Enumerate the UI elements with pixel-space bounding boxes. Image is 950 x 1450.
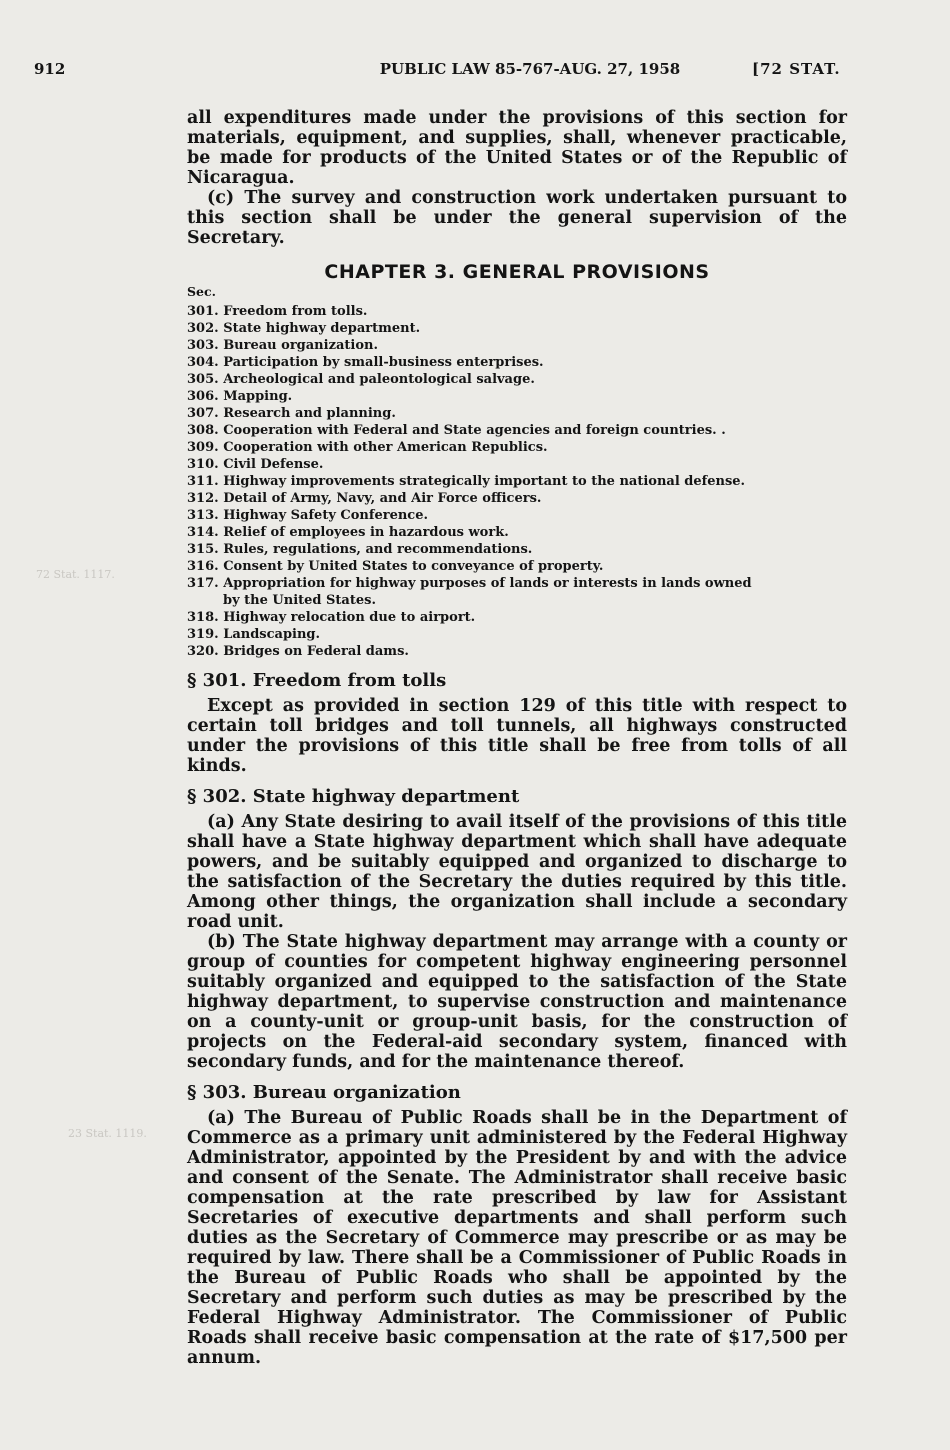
section-302-a: (a) Any State desiring to avail itself of the provisions of this title shall have a State highway department which shall have adequate powers, and be suitably equipped and organized to discharge to the satisfaction of the Secretary the duties required by this title. Among other things, the organization shall include a secondary road unit. [187,812,847,932]
toc-item: 313. Highway Safety Conference. [187,508,429,523]
section-303-a: (a) The Bureau of Public Roads shall be in the Department of Commerce as a primary unit administered by the Federal Highway Administrator, appointed by the President by and with the advice and consent of the Senate. The Administrator shall receive basic compensation at the rate prescribed by law for Assistant Secretaries of executive departments and shall perform such duties as the Secretary of Commerce may prescribe or as may be required by law. There shall be a Commissioner of Public Roads in the Bureau of Public Roads who shall be appointed by the Secretary and perform such duties as may be prescribed by the Federal Highway Administrator. The Commissioner of Public Roads shall receive basic compensation at the rate of $17,500 per annum. [187,1108,847,1368]
margin-note: 72 Stat. 1117. [36,568,115,581]
statute-reference: [72 STAT. [752,60,841,78]
toc-item: 302. State highway department. [187,321,421,336]
page-number: 912 [34,60,66,78]
toc-item: 316. Consent by United States to conveyance of property. [187,559,604,574]
toc-item: 311. Highway improvements strategically important to the national defense. [187,474,746,489]
section-heading-301: § 301. Freedom from tolls [187,670,447,691]
toc-item: 319. Landscaping. [187,627,321,642]
running-header [0,60,950,90]
toc-item: 305. Archeological and paleontological salvage. [187,372,535,387]
toc-item: 320. Bridges on Federal dams. [187,644,409,659]
toc-sec-label: Sec. [187,284,216,299]
toc-item: 303. Bureau organization. [187,338,378,353]
toc-item: 315. Rules, regulations, and recommendations. [187,542,533,557]
section-heading-302: § 302. State highway department [187,786,520,807]
toc-item: 309. Cooperation with other American Republics. [187,440,548,455]
toc-item: 308. Cooperation with Federal and State agencies and foreign countries. . [187,423,726,438]
margin-note: 23 Stat. 1119. [68,1127,147,1140]
table-of-contents [187,303,847,660]
intro-paragraph: all expenditures made under the provisions of this section for materials, equipment, and supplies, shall, whenever practicable, be made for products of the United States or of the Republic of Nicaragua. [187,108,847,188]
toc-item: 318. Highway relocation due to airport. [187,610,476,625]
chapter-heading: CHAPTER 3. GENERAL PROVISIONS [324,261,710,283]
intro-paragraph-c: (c) The survey and construction work undertaken pursuant to this section shall be under the general supervision of the Secretary. [187,188,847,248]
header-title: PUBLIC LAW 85-767-AUG. 27, 1958 [379,60,681,78]
section-heading-303: § 303. Bureau organization [187,1082,461,1103]
toc-item: 314. Relief of employees in hazardous work. [187,525,509,540]
section-301-text: Except as provided in section 129 of this title with respect to certain toll bridges and toll tunnels, all highways constructed under the provisions of this title shall be free from tolls of all kinds. [187,696,847,776]
toc-item: 312. Detail of Army, Navy, and Air Force officers. [187,491,542,506]
toc-item: 307. Research and planning. [187,406,396,421]
toc-item: 301. Freedom from tolls. [187,304,368,319]
page-body [187,108,847,1368]
toc-item: 306. Mapping. [187,389,293,404]
toc-item: 304. Participation by small-business enterprises. [187,355,544,370]
toc-item: 310. Civil Defense. [187,457,324,472]
toc-item-continuation: by the United States. [223,593,376,608]
section-302-b: (b) The State highway department may arrange with a county or group of counties for competent highway engineering personnel suitably organized and equipped to the satisfaction of the State highway department, to supervise construction and maintenance on a county-unit or group-unit basis, for the construction of projects on the Federal-aid secondary system, financed with secondary funds, and for the maintenance thereof. [187,932,847,1072]
toc-item: 317. Appropriation for highway purposes of lands or interests in lands owned [187,576,752,591]
